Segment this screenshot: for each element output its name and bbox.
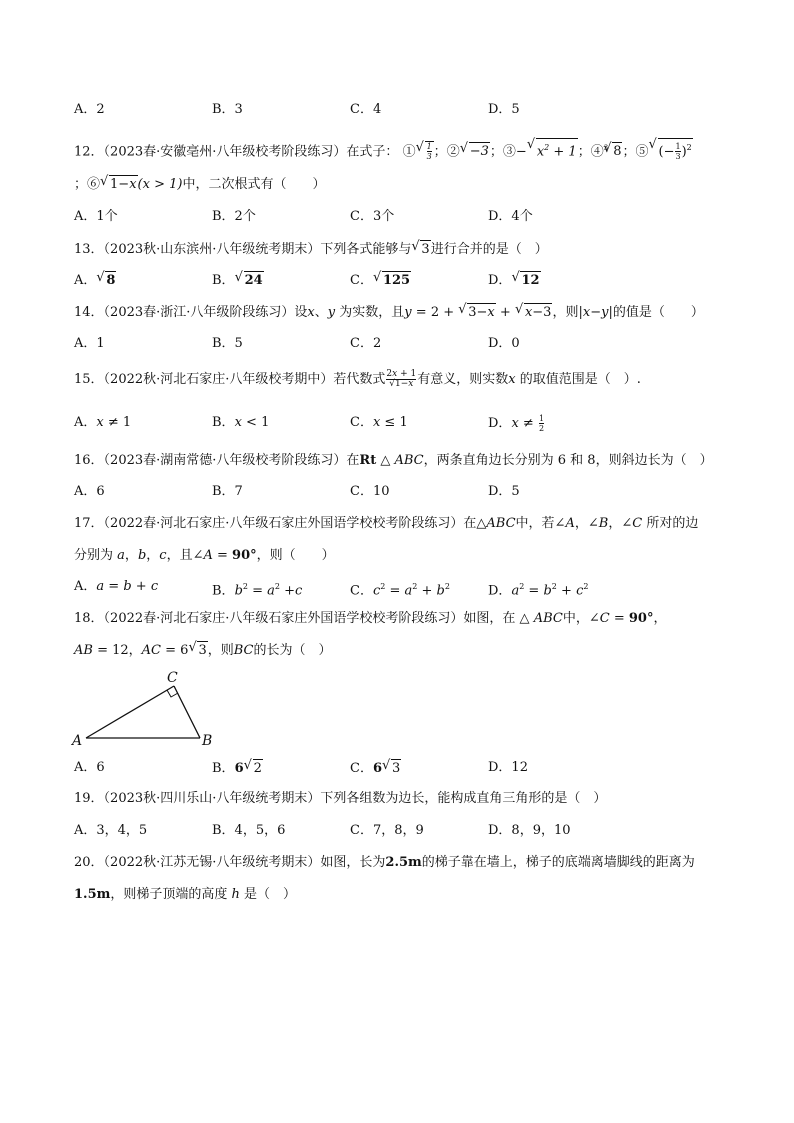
q17-number: 17． [74,516,104,531]
q14-option-a[interactable]: A．1 [74,336,105,351]
q12-item-5: ⑤ [635,144,649,160]
q12-stem: 12．（2023春·安徽亳州·八年级校考阶段练习）在式子： ① √ $\frac{1}{3}$ ；②√ −3；③−√ $x^2 + 1$；④$^3$√ 8；⑤√ (− $\frac{1}{3}$ )$^2$ [74,138,724,161]
q12-option-d[interactable]: D．4个 [488,209,533,224]
q12-item-3: ③ [502,144,516,160]
q11-option-a[interactable]: A．2 [74,102,105,117]
q15-option-a[interactable]: A．x ≠ 1 [74,415,132,430]
q19-option-b[interactable]: B．4，5，6 [212,823,286,838]
q20-number: 20． [74,855,104,870]
q12-source: （2023春·安徽亳州·八年级校考阶段练习） [103,144,347,160]
vertex-label-a: A [72,733,83,749]
q13-sqrt3: √ 3 [412,240,430,259]
q16-option-b[interactable]: B．7 [212,484,243,499]
q17-source: （2022春·河北石家庄·八年级石家庄外国语学校校考阶段练习） [103,516,464,531]
q18-number: 18． [74,611,104,626]
q12-item-1: ① [402,144,416,160]
q18-stem-line2: AB = 12，AC = 6√ 3，则BC的长为（ ） [74,641,724,660]
q15-option-c[interactable]: C．x ≤ 1 [350,415,408,430]
q14-option-b[interactable]: B．5 [212,336,243,351]
q18-option-b[interactable]: B．6√ 2 [212,759,263,778]
q12-option-a[interactable]: A．1个 [74,209,118,224]
q14-source: （2023春·浙江·八年级阶段练习） [103,305,295,320]
q12-option-c[interactable]: C．3个 [350,209,395,224]
q18-option-a[interactable]: A．6 [74,760,105,775]
q14-option-c[interactable]: C．2 [350,336,382,351]
q18-stem: 18．（2022春·河北石家庄·八年级石家庄外国语学校校考阶段练习）如图，在 △ ABC中，∠C = 90°， [74,611,667,626]
q20-stem: 20．（2022秋·江苏无锡·八年级统考期末）如图，长为2.5m的梯子靠在墙上，梯子的底端离墙脚线的距离为 [74,855,695,870]
q16-option-d[interactable]: D．5 [488,484,520,499]
q11-options [74,101,724,119]
q11-option-c[interactable]: C．4 [350,102,382,117]
q19-source: （2023秋·四川乐山·八年级统考期末） [103,791,321,806]
q12-stem-a: 在式子： [346,144,399,160]
q20-source: （2022秋·江苏无锡·八年级统考期末） [103,855,321,870]
q14-options [74,335,724,353]
q13-stem [74,240,724,259]
q13-option-a[interactable]: A．√ 8 [74,271,116,290]
q12-condition: (x > 1) [137,177,183,192]
q12-expr-3: √ $x^2 + 1$ [528,138,578,161]
q12-item-2: ② [446,144,460,160]
q13-stem-b: 进行合并的是（ ） [430,242,548,257]
q15-number: 15． [74,372,104,387]
q18-triangle-figure [70,668,220,750]
q17-option-c[interactable]: C．$c^2 = a^2 + b^2$ [350,582,450,599]
side-bc [174,686,200,738]
q16-option-a[interactable]: A．6 [74,484,105,499]
q11-option-b[interactable]: B．3 [212,102,243,117]
q17-option-b[interactable]: B．$b^2 = a^2 +c$ [212,582,303,599]
q13-option-c[interactable]: C．√ 125 [350,271,411,290]
vertex-label-b: B [202,733,213,749]
q13-options [74,271,724,289]
q19-number: 19． [74,791,104,806]
q18-option-d[interactable]: D．12 [488,760,528,775]
q17-stem-line2: 分别为 a，b，c，且∠A = 90°，则（ ） [74,548,335,563]
q19-stem: 19．（2023秋·四川乐山·八年级统考期末）下列各组数为边长，能构成直角三角形的是（ ） [74,791,607,806]
q16-number: 16． [74,453,104,468]
q15-option-b[interactable]: B．x < 1 [212,415,270,430]
q12-expr-2: √ −3 [461,142,490,161]
q12-expr-1: √ $\frac{1}{3}$ [417,141,434,161]
q12-expr-6: √ 1−x [101,175,138,194]
q12-option-b[interactable]: B．2个 [212,209,256,224]
q15-stem: 15．（2022秋·河北石家庄·八年级校考期中）若代数式 $\frac{2x + 1}{√1-x}$ 有意义，则实数x 的取值范围是（ ）. [74,369,641,389]
q18-source: （2022春·河北石家庄·八年级石家庄外国语学校校考阶段练习） [103,611,464,626]
q16-source: （2023春·湖南常德·八年级校考阶段练习） [103,453,347,468]
q15-source: （2022秋·河北石家庄·八年级校考期中） [103,372,334,387]
q16-stem: 16．（2023春·湖南常德·八年级校考阶段练习）在Rt △ ABC，两条直角边长分别为 6 和 8，则斜边长为（ ） [74,453,713,468]
q17-stem: 17．（2022春·河北石家庄·八年级石家庄外国语学校校考阶段练习）在△ABC中，若∠A，∠B，∠C 所对的边 [74,516,699,531]
q12-expr-5: √ (− $\frac{1}{3}$ )$^2$ [650,138,693,161]
q19-option-c[interactable]: C．7，8，9 [350,823,424,838]
q11-option-d[interactable]: D．5 [488,102,520,117]
q14-stem: 14．（2023春·浙江·八年级阶段练习）设x、y 为实数，且y = 2 + √ 3−x + √ x−3，则|x−y|的值是（ ） [74,303,724,322]
q19-option-d[interactable]: D．8，9，10 [488,823,571,838]
q12-stem-line2: ；⑥√ 1−x(x > 1)中，二次根式有（ ） [74,175,724,194]
q17-option-a[interactable]: A．a = b + c [74,579,159,594]
q13-stem-a: 下列各式能够与 [320,242,412,257]
q14-number: 14． [74,305,104,320]
q19-option-a[interactable]: A．3，4，5 [74,823,148,838]
q13-option-b[interactable]: B．√ 24 [212,271,264,290]
q15-options [74,414,724,432]
q13-source: （2023秋·山东滨州·八年级统考期末） [103,242,321,257]
q17-option-d[interactable]: D．$a^2 = b^2 + c^2$ [488,582,589,599]
vertex-label-c: C [167,670,178,686]
q12-number: 12． [74,144,104,160]
q20-stem-line2: 1.5m，则梯子顶端的高度 h 是（ ） [74,887,297,902]
q13-number: 13． [74,242,104,257]
q18-options [74,759,724,777]
side-ac [86,686,174,738]
q15-option-d[interactable]: D．x ≠ $\frac{1}{2}$ [488,414,545,433]
q12-options [74,208,724,226]
q18-option-c[interactable]: C．6√ 3 [350,759,401,778]
q19-options [74,822,724,840]
q12-stem-b: 中，二次根式有（ ） [182,177,326,192]
q12-item-4: ④ [590,144,604,160]
q17-options [74,578,724,599]
q13-option-d[interactable]: D．√ 12 [488,271,541,290]
q12-item-6: ⑥ [87,177,101,192]
q16-option-c[interactable]: C．10 [350,484,390,499]
q14-option-d[interactable]: D．0 [488,336,520,351]
q16-options [74,483,724,501]
q12-expr-4: √ 8 [604,142,622,161]
